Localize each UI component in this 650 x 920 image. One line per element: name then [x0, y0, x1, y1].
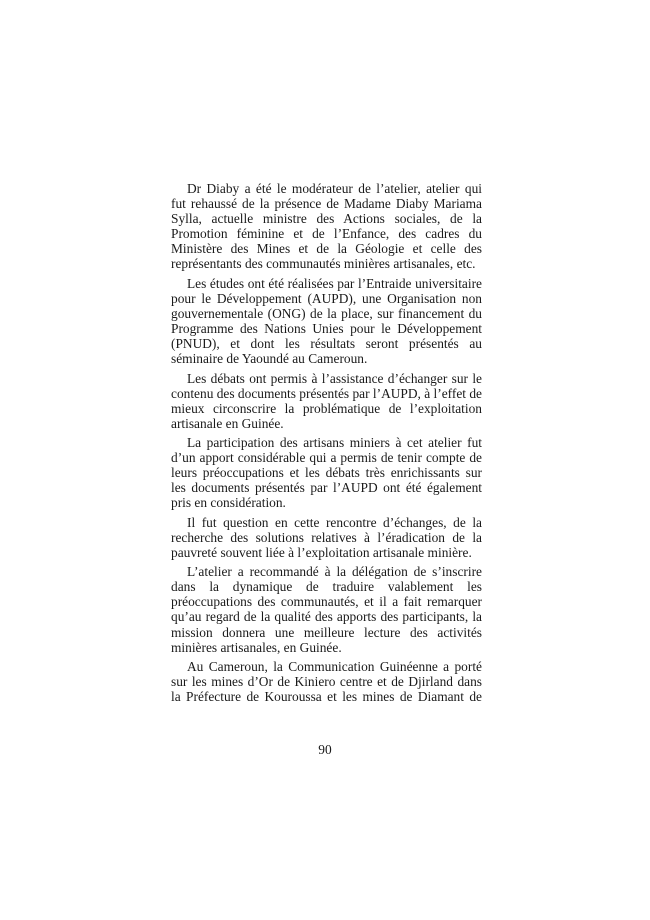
- paragraph-moderator: Dr Diaby a été le modérateur de l’atelier, atelier qui fut rehaussé de la présence de Madame Diaby Mariama Sylla, actuelle ministre des Actions sociales, de la Promotion féminine et de l’Enfance, des cadres du Ministère des Mines et de la Géologie et celle des représentants des communautés minières artisanales, etc.: [171, 181, 482, 272]
- paragraph-participation: La participation des artisans miniers à cet atelier fut d’un apport considérable qui a permis de tenir compte de leurs préoccupations et les débats très enrichissants sur les documents présentés par l’AUPD ont été également pris en considération.: [171, 435, 482, 511]
- paragraph-studies: Les études ont été réalisées par l’Entraide universitaire pour le Développement (AUPD), une Organisation non gouvernementale (ONG) de la place, sur financement du Programme des Nations Unies pour le Développement (PNUD), et dont les résultats seront présentés au séminaire de Yaoundé au Cameroun.: [171, 275, 482, 367]
- paragraph-debates: Les débats ont permis à l’assistance d’échanger sur le contenu des documents présentés par l’AUPD, à l’effet de mieux circonscrire la problématique de l’exploitation artisanale en Guinée.: [171, 370, 482, 431]
- paragraph-recommendation: L’atelier a recommandé à la délégation de s’inscrire dans la dynamique de traduire valablement les préoccupations des communautés, et il a fait remarquer qu’au regard de la qualité des apports des participants, la mission donnera une meilleure lecture des activités minières artisanales, en Guinée.: [171, 564, 482, 655]
- body-text: [171, 181, 482, 708]
- paragraph-cameroon: Au Cameroun, la Communication Guinéenne a porté sur les mines d’Or de Kiniero centre et de Djirland dans la Préfecture de Kouroussa et les mines de Diamant de: [171, 658, 482, 705]
- paragraph-poverty: Il fut question en cette rencontre d’échanges, de la recherche des solutions relatives à l’éradication de la pauvreté souvent liée à l’exploitation artisanale minière.: [171, 514, 482, 560]
- page-number: 90: [318, 742, 332, 757]
